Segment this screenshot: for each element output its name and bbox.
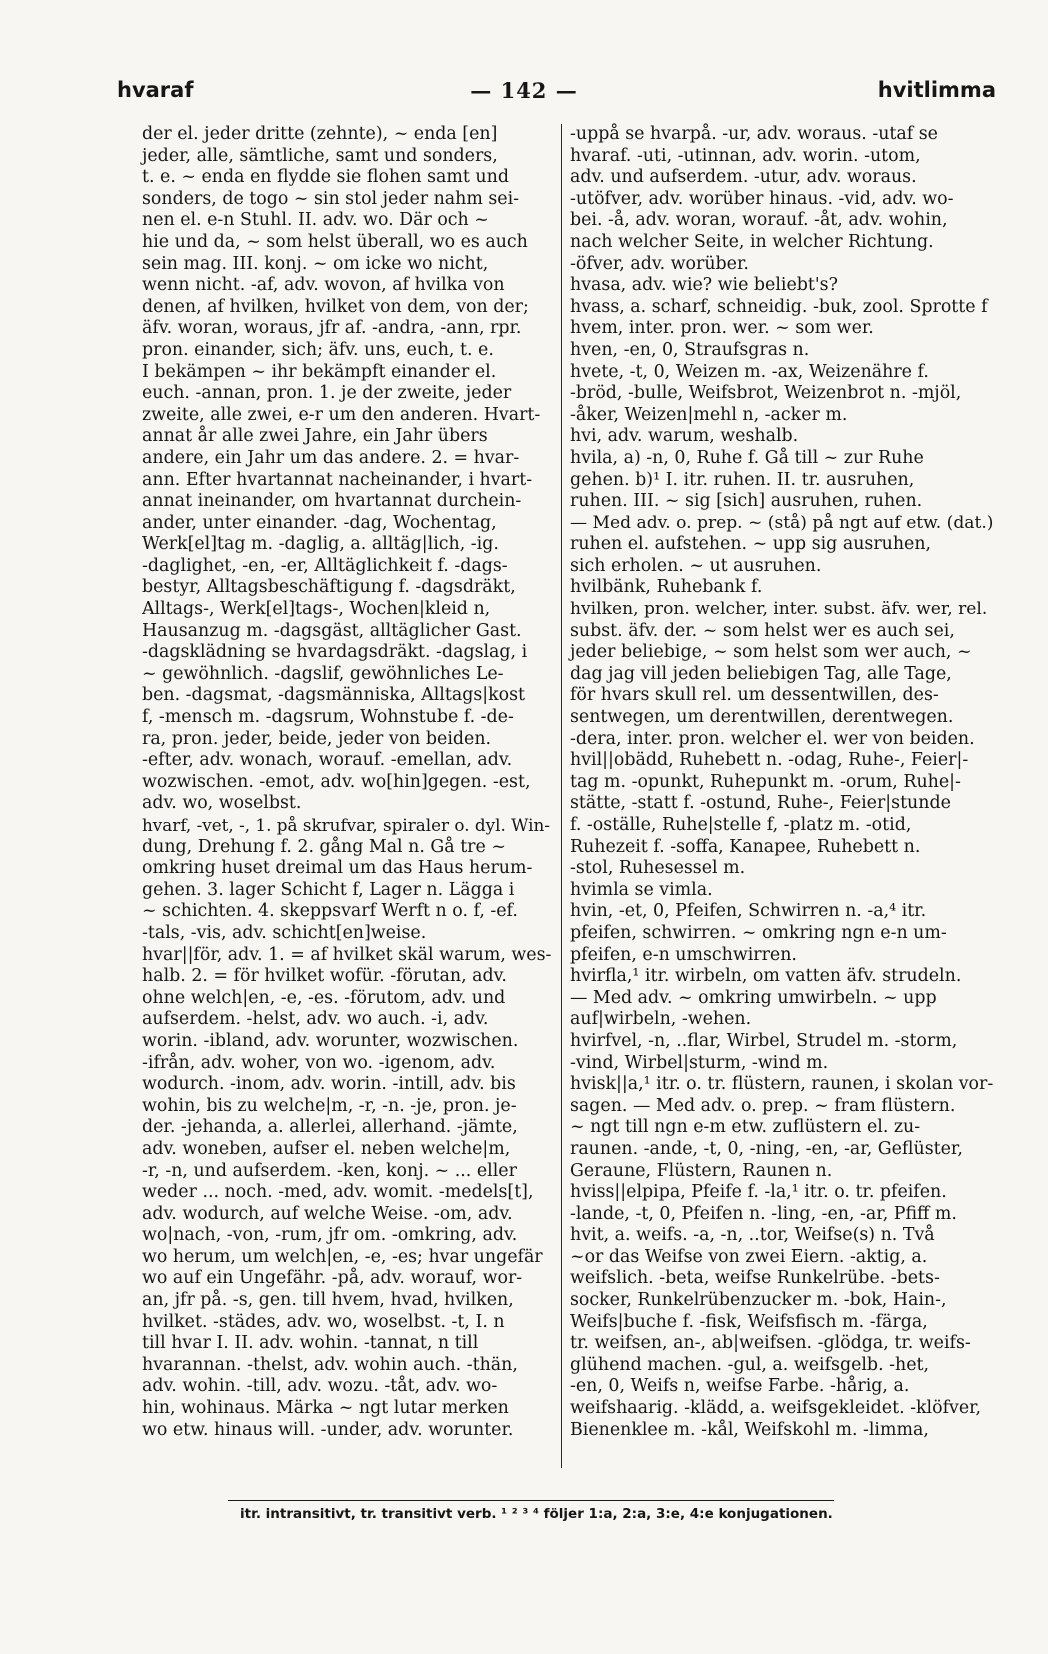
dictionary-line: stätte, -statt f. -ostund, Ruhe-, Feier|stunde	[570, 793, 951, 814]
dictionary-line: -ifrån, adv. woher, von wo. -igenom, adv.	[142, 1052, 496, 1073]
dictionary-line: gehen. 3. lager Schicht f, Lager n. Lägga i	[142, 879, 515, 900]
left-column	[142, 124, 554, 1441]
dictionary-line: jeder, alle, sämtliche, samt und sonders,	[142, 145, 498, 166]
dictionary-line: socker, Runkelrübenzucker m. -bok, Hain-,	[570, 1290, 947, 1311]
dictionary-line: dung, Drehung f. 2. gång Mal n. Gå tre ~	[142, 836, 506, 857]
dictionary-line: -öfver, adv. worüber.	[570, 253, 749, 274]
dictionary-line: sich erholen. ~ ut ausruhen.	[570, 555, 822, 576]
dictionary-line: jeder beliebige, ~ som helst som wer auch, ~	[570, 642, 972, 663]
dictionary-line: Weifs|buche f. -fisk, Weifsfisch m. -färga,	[570, 1311, 928, 1332]
dictionary-line: raunen. -ande, -t, 0, -ning, -en, -ar, Geflüster,	[570, 1138, 963, 1159]
dictionary-line: wo|nach, -von, -rum, jfr om. -omkring, adv.	[142, 1225, 518, 1246]
dictionary-line: annat år alle zwei Jahre, ein Jahr übers	[142, 426, 488, 447]
dictionary-line: hvass, a. scharf, schneidig. -buk, zool. Sprotte f	[570, 296, 988, 317]
dictionary-line: ruhen el. aufstehen. ~ upp sig ausruhen,	[570, 534, 932, 555]
dictionary-line: ben. -dagsmat, -dagsmänniska, Alltags|kost	[142, 685, 526, 706]
dictionary-line: Ruhezeit f. -soffa, Kanapee, Ruhebett n.	[570, 836, 921, 857]
dictionary-line: an, jfr på. -s, gen. till hvem, hvad, hvilken,	[142, 1290, 514, 1311]
dictionary-line: glühend machen. -gul, a. weifsgelb. -het,	[570, 1354, 930, 1375]
dictionary-line: wozwischen. -emot, adv. wo[hin]gegen. -est,	[142, 771, 531, 792]
dictionary-line: hvila, a) -n, 0, Ruhe f. Gå till ~ zur Ruhe	[570, 447, 924, 468]
dictionary-line: auf|wirbeln, -wehen.	[570, 1009, 752, 1030]
dictionary-line: wo etw. hinaus will. -under, adv. worunter.	[142, 1419, 514, 1440]
dictionary-line: -daglighet, -en, -er, Alltäglichkeit f. -dags-	[142, 555, 508, 576]
dictionary-line: I bekämpen ~ ihr bekämpft einander el.	[142, 361, 497, 382]
dictionary-line: nach welcher Seite, in welcher Richtung.	[570, 231, 934, 252]
dictionary-line: adv. wohin. -till, adv. wozu. -tåt, adv. wo-	[142, 1376, 498, 1397]
dictionary-line: -åker, Weizen|mehl n, -acker m.	[570, 404, 848, 425]
dictionary-line: hie und da, ~ som helst überall, wo es auch	[142, 231, 528, 252]
page-footer-abbreviations: itr. intransitivt, tr. transitivt verb. ¹ ² ³ ⁴ följer 1:a, 2:a, 3:e, 4:e konjugationen.	[240, 1506, 833, 1522]
dictionary-line: Geraune, Flüstern, Raunen n.	[570, 1160, 833, 1181]
dictionary-line: annat ineinander, om hvartannat durchein-	[142, 491, 522, 512]
dictionary-line: sagen. — Med adv. o. prep. ~ fram flüstern.	[570, 1095, 956, 1116]
dictionary-line: -dera, inter. pron. welcher el. wer von beiden.	[570, 728, 975, 749]
dictionary-line: zweite, alle zwei, e-r um den anderen. Hvart-	[142, 404, 541, 425]
dictionary-line: hvilket. -städes, adv. wo, woselbst. -t, I. n	[142, 1311, 505, 1332]
dictionary-line: sonders, de togo ~ sin stol jeder nahm sei-	[142, 188, 520, 209]
dictionary-line: wo herum, um welch|en, -e, -es; hvar ungefär	[142, 1246, 543, 1267]
dictionary-line: aufserdem. -helst, adv. wo auch. -i, adv.	[142, 1009, 489, 1030]
dictionary-line: andere, ein Jahr um das andere. 2. = hvar-	[142, 447, 520, 468]
dictionary-line: wohin, bis zu welche|m, -r, -n. -je, pron. je-	[142, 1095, 517, 1116]
dictionary-line: ander, unter einander. -dag, Wochentag,	[142, 512, 497, 533]
dictionary-line: hvit, a. weifs. -a, -n, ..tor, Weifse(s) n. Två	[570, 1225, 935, 1246]
page-number: — 142 —	[470, 78, 578, 103]
footer-rule	[228, 1500, 834, 1501]
dictionary-line: hvar||för, adv. 1. = af hvilket skäl warum, wes-	[142, 944, 552, 965]
dictionary-line: f. -oställe, Ruhe|stelle f, -platz m. -otid,	[570, 815, 912, 835]
dictionary-line: weifslich. -beta, weifse Runkelrübe. -bets-	[570, 1268, 940, 1289]
dictionary-line: hvilken, pron. welcher, inter. subst. äfv. wer, rel.	[570, 599, 988, 620]
right-column	[570, 124, 994, 1441]
dictionary-line: adv. wo, woselbst.	[142, 793, 302, 814]
dictionary-line: ann. Efter hvartannat nacheinander, i hvart-	[142, 469, 533, 490]
dictionary-line: wo auf ein Ungefähr. -på, adv. worauf, wor-	[142, 1268, 523, 1289]
dictionary-line: euch. -annan, pron. 1. je der zweite, jeder	[142, 383, 512, 404]
dictionary-line: -lande, -t, 0, Pfeifen n. -ling, -en, -ar, Pfiff m.	[570, 1203, 957, 1224]
dictionary-line: ~or das Weifse von zwei Eiern. -aktig, a.	[570, 1246, 928, 1267]
dictionary-line: -stol, Ruhesessel m.	[570, 858, 746, 879]
dictionary-line: — Med adv. ~ omkring umwirbeln. ~ upp	[570, 987, 937, 1008]
dictionary-line: -en, 0, Weifs n, weifse Farbe. -hårig, a.	[570, 1376, 910, 1397]
dictionary-line: hvisk||a,¹ itr. o. tr. flüstern, raunen, i skolan vor-	[570, 1074, 994, 1095]
dictionary-line: -uppå se hvarpå. -ur, adv. woraus. -utaf se	[570, 124, 938, 144]
dictionary-line: adv. und aufserdem. -utur, adv. woraus.	[570, 167, 917, 188]
dictionary-line: -efter, adv. wonach, worauf. -emellan, adv.	[142, 750, 513, 771]
dictionary-line: gehen. b)¹ I. itr. ruhen. II. tr. ausruhen,	[570, 469, 915, 490]
dictionary-line: hvin, -et, 0, Pfeifen, Schwirren n. -a,⁴ itr.	[570, 901, 927, 922]
dictionary-line: weder ... noch. -med, adv. womit. -medels[t],	[142, 1182, 534, 1203]
left-running-headword: hvaraf	[117, 78, 194, 102]
dictionary-line: tag m. -opunkt, Ruhepunkt m. -orum, Ruhe|-	[570, 771, 961, 792]
dictionary-line: hvarannan. -thelst, adv. wohin auch. -thän,	[142, 1354, 518, 1375]
dictionary-line: för hvars skull rel. um dessentwillen, des-	[570, 685, 939, 706]
dictionary-line: — Med adv. o. prep. ~ (stå) på ngt auf etw. (dat.)	[570, 512, 994, 533]
dictionary-line: subst. äfv. der. ~ som helst wer es auch sei,	[570, 620, 955, 641]
dictionary-line: Alltags-, Werk[el]tags-, Wochen|kleid n,	[142, 599, 491, 620]
dictionary-line: Hausanzug m. -dagsgäst, alltäglicher Gast.	[142, 620, 522, 641]
dictionary-line: hviss||elpipa, Pfeife f. -la,¹ itr. o. tr. pfeifen.	[570, 1182, 947, 1203]
dictionary-line: pfeifen, schwirren. ~ omkring ngn e-n um-	[570, 922, 947, 943]
dictionary-line: Werk[el]tag m. -daglig, a. alltäg|lich, -ig.	[142, 534, 499, 555]
dictionary-line: hvil||obädd, Ruhebett n. -odag, Ruhe-, Feier|-	[570, 750, 969, 771]
dictionary-line: till hvar I. II. adv. wohin. -tannat, n till	[142, 1333, 479, 1354]
dictionary-line: dag jag vill jeden beliebigen Tag, alle Tage,	[570, 663, 952, 684]
dictionary-line: omkring huset dreimal um das Haus herum-	[142, 858, 533, 879]
dictionary-line: hvirfvel, -n, ..flar, Wirbel, Strudel m. -storm,	[570, 1030, 958, 1051]
dictionary-line: hvi, adv. warum, weshalb.	[570, 426, 799, 447]
dictionary-line: hvilbänk, Ruhebank f.	[570, 577, 763, 598]
dictionary-line: ~ gewöhnlich. -dagslif, gewöhnliches Le-	[142, 663, 504, 684]
dictionary-line: halb. 2. = för hvilket wofür. -förutan, adv.	[142, 966, 507, 987]
dictionary-line: t. e. ~ enda en flydde sie flohen samt und	[142, 167, 509, 188]
dictionary-line: wodurch. -inom, adv. worin. -intill, adv. bis	[142, 1074, 516, 1095]
dictionary-line: -tals, -vis, adv. schicht[en]weise.	[142, 922, 427, 943]
dictionary-line: ~ ngt till ngn e-m etw. zuflüstern el. zu-	[570, 1117, 921, 1138]
dictionary-line: hvaraf. -uti, -utinnan, adv. worin. -utom,	[570, 145, 921, 166]
dictionary-line: ruhen. III. ~ sig [sich] ausruhen, ruhen.	[570, 491, 923, 512]
dictionary-line: wenn nicht. -af, adv. wovon, af hvilka von	[142, 275, 505, 296]
page-header	[0, 78, 1048, 108]
dictionary-line: tr. weifsen, an-, ab|weifsen. -glödga, tr. weifs-	[570, 1333, 971, 1354]
dictionary-line: hven, -en, 0, Straufsgras n.	[570, 339, 810, 360]
dictionary-line: -bröd, -bulle, Weifsbrot, Weizenbrot n. -mjöl,	[570, 383, 962, 404]
dictionary-line: ~ schichten. 4. skeppsvarf Werft n o. f, -ef.	[142, 901, 518, 922]
dictionary-line: worin. -ibland, adv. worunter, wozwischen.	[142, 1030, 519, 1051]
dictionary-line: der. -jehanda, a. allerlei, allerhand. -jämte,	[142, 1117, 518, 1138]
dictionary-line: Bienenklee m. -kål, Weifskohl m. -limma,	[570, 1419, 929, 1440]
dictionary-line: denen, af hvilken, hvilket von dem, von der;	[142, 296, 529, 317]
dictionary-line: hin, wohinaus. Märka ~ ngt lutar merken	[142, 1398, 509, 1419]
dictionary-line: der el. jeder dritte (zehnte), ~ enda [en]	[142, 124, 498, 144]
dictionary-line: hvem, inter. pron. wer. ~ som wer.	[570, 318, 874, 339]
dictionary-line: hvasa, adv. wie? wie beliebt's?	[570, 275, 838, 296]
dictionary-line: hvimla se vimla.	[570, 879, 713, 900]
dictionary-line: hvete, -t, 0, Weizen m. -ax, Weizenähre f.	[570, 361, 929, 382]
dictionary-line: hvirfla,¹ itr. wirbeln, om vatten äfv. strudeln.	[570, 966, 962, 987]
dictionary-line: bestyr, Alltagsbeschäftigung f. -dagsdräkt,	[142, 577, 516, 598]
dictionary-line: sentwegen, um derentwillen, derentwegen.	[570, 707, 954, 728]
dictionary-line: äfv. woran, woraus, jfr af. -andra, -ann, rpr.	[142, 318, 522, 339]
dictionary-line: f, -mensch m. -dagsrum, Wohnstube f. -de-	[142, 707, 514, 728]
dictionary-line: sein mag. III. konj. ~ om icke wo nicht,	[142, 253, 489, 274]
dictionary-line: pfeifen, e-n umschwirren.	[570, 944, 797, 965]
dictionary-line: -utöfver, adv. worüber hinaus. -vid, adv. wo-	[570, 188, 954, 209]
dictionary-line: -r, -n, und aufserdem. -ken, konj. ~ ... eller	[142, 1160, 517, 1181]
dictionary-line: nen el. e-n Stuhl. II. adv. wo. Där och ~	[142, 210, 489, 231]
dictionary-line: bei. -å, adv. woran, worauf. -åt, adv. wohin,	[570, 210, 948, 231]
dictionary-line: adv. wodurch, auf welche Weise. -om, adv.	[142, 1203, 513, 1224]
dictionary-line: ra, pron. jeder, beide, jeder von beiden.	[142, 728, 492, 749]
dictionary-line: weifshaarig. -klädd, a. weifsgekleidet. -klöfver,	[570, 1398, 982, 1419]
dictionary-line: hvarf, -vet, -, 1. på skrufvar, spiraler o. dyl. Win-	[142, 815, 550, 835]
dictionary-line: adv. woneben, aufser el. neben welche|m,	[142, 1138, 511, 1159]
column-divider	[561, 124, 562, 1468]
dictionary-line: pron. einander, sich; äfv. uns, euch, t. e.	[142, 339, 494, 360]
dictionary-line: ohne welch|en, -e, -es. -förutom, adv. und	[142, 987, 506, 1008]
dictionary-line: -vind, Wirbel|sturm, -wind m.	[570, 1052, 829, 1073]
right-running-headword: hvitlimma	[877, 78, 996, 102]
dictionary-line: -dagsklädning se hvardagsdräkt. -dagslag, i	[142, 642, 528, 663]
